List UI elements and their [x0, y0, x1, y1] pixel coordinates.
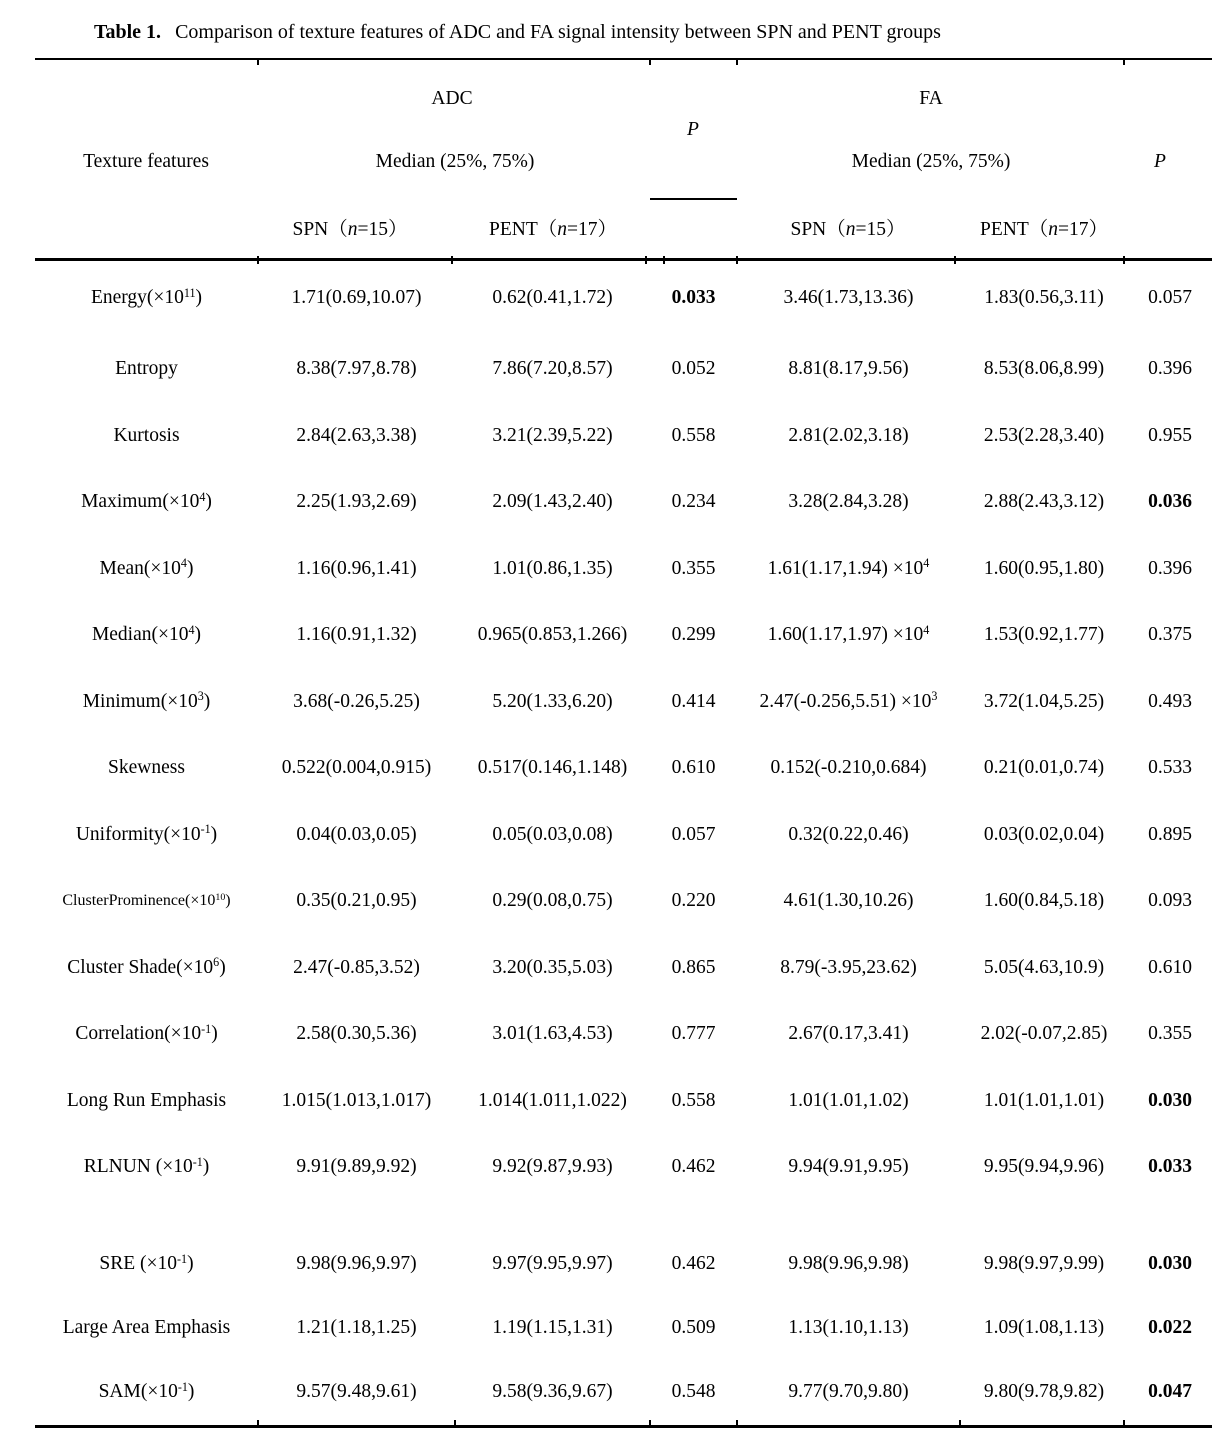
- fa-spn-value: 3.46(1.73,13.36): [783, 287, 914, 309]
- column-group-fa: FA: [919, 88, 943, 109]
- fa-p-value: 0.610: [1148, 956, 1192, 978]
- column-tick: [736, 1420, 738, 1428]
- adc-spn-value: 1.16(0.96,1.41): [296, 557, 417, 579]
- fa-p-value: 0.036: [1148, 491, 1192, 513]
- table-row: [35, 602, 1212, 669]
- adc-spn-value: 0.35(0.21,0.95): [296, 890, 417, 912]
- table-row: [35, 735, 1212, 802]
- table-row: [35, 261, 1212, 336]
- adc-p-value: 0.355: [671, 557, 716, 579]
- feature-label: Skewness: [108, 757, 185, 779]
- feature-label: Long Run Emphasis: [66, 1089, 227, 1111]
- fa-spn-value: $1.60(1.17,1.97) \times 10^4$: [767, 622, 930, 646]
- fa-spn-value: 2.81(2.02,3.18): [788, 424, 909, 446]
- adc-spn-value: 0.522(0.004,0.915): [281, 757, 432, 779]
- column-header-fa-spn: SPN（n=15）: [790, 219, 906, 240]
- adc-p-value: 0.777: [671, 1023, 716, 1045]
- table-row: [35, 1134, 1212, 1201]
- adc-spn-value: 1.21(1.18,1.25): [296, 1317, 417, 1339]
- fa-spn-value: 2.67(0.17,3.41): [788, 1023, 909, 1045]
- adc-pent-value: 0.62(0.41,1.72): [492, 287, 613, 309]
- adc-spn-value: 2.58(0.30,5.36): [296, 1023, 417, 1045]
- fa-pent-value: 1.60(0.84,5.18): [983, 890, 1105, 912]
- adc-pent-value: 0.517(0.146,1.148): [477, 757, 628, 779]
- feature-label: Large Area Emphasis: [62, 1317, 231, 1339]
- table-row: [35, 935, 1212, 1002]
- column-tick: [649, 1420, 651, 1428]
- column-header-adc-pent: PENT（n=17）: [488, 219, 618, 240]
- adc-pent-value: 5.20(1.33,6.20): [492, 690, 613, 712]
- adc-p-value: 0.414: [671, 690, 716, 712]
- table-caption-number: Table 1.: [94, 21, 162, 43]
- fa-spn-value: 8.81(8.17,9.56): [788, 358, 909, 380]
- adc-pent-value: 3.20(0.35,5.03): [492, 956, 613, 978]
- fa-spn-value: 9.77(9.70,9.80): [788, 1381, 909, 1403]
- adc-p-value: 0.220: [671, 890, 716, 912]
- fa-spn-value: 1.13(1.10,1.13): [788, 1317, 909, 1339]
- table-caption: [94, 21, 941, 44]
- fa-spn-value: 8.79(-3.95,23.62): [780, 956, 917, 978]
- column-tick: [454, 1420, 456, 1428]
- fa-spn-value: $1.61(1.17,1.94) \times 10^4$: [767, 556, 930, 579]
- column-header-p-adc: P: [687, 119, 699, 140]
- adc-spn-value: 1.71(0.69,10.07): [291, 287, 422, 309]
- feature-label: $Correlation(\times 10^{-1})$: [75, 1021, 218, 1045]
- adc-pent-value: 3.21(2.39,5.22): [492, 424, 613, 446]
- adc-spn-value: 9.57(9.48,9.61): [296, 1381, 417, 1403]
- adc-pent-value: 1.014(1.011,1.022): [478, 1089, 627, 1111]
- adc-p-value: 0.462: [671, 1156, 716, 1178]
- feature-label: $Median(\times 10^4)$: [91, 622, 202, 646]
- table-body: [35, 261, 1212, 1425]
- adc-p-value: 0.057: [671, 823, 716, 845]
- feature-label: $Minimum(\times 10^3)$: [82, 689, 211, 712]
- feature-label: Cluster $Shade(\times 10^6)$: [67, 955, 226, 978]
- table-header: [35, 60, 1212, 258]
- adc-p-value: 0.234: [671, 491, 716, 513]
- adc-p-value: 0.558: [671, 424, 716, 446]
- feature-label: $Energy(\times 10^{11})$: [90, 286, 203, 309]
- column-subheader-median-fa: Median (25%, 75%): [851, 151, 1011, 172]
- table-row: [35, 1233, 1212, 1297]
- adc-p-value: 0.509: [671, 1317, 716, 1339]
- table-bottom-rule: [35, 1425, 1212, 1428]
- fa-p-value: 0.022: [1148, 1317, 1192, 1339]
- column-group-adc: ADC: [431, 88, 473, 109]
- adc-pent-value: 0.965(0.853,1.266): [477, 624, 628, 646]
- column-header-fa-pent: PENT（n=17）: [979, 219, 1109, 240]
- fa-pent-value: 1.09(1.08,1.13): [983, 1317, 1105, 1339]
- fa-p-value: 0.047: [1148, 1381, 1192, 1403]
- fa-spn-value: 3.28(2.84,3.28): [788, 491, 909, 513]
- feature-label: $Uniformity(\times 10^{-1})$: [75, 822, 218, 845]
- fa-pent-value: 9.98(9.97,9.99): [983, 1253, 1105, 1275]
- fa-pent-value: 1.53(0.92,1.77): [983, 624, 1105, 646]
- fa-spn-value: 9.94(9.91,9.95): [788, 1156, 909, 1178]
- adc-spn-value: 0.04(0.03,0.05): [296, 823, 417, 845]
- fa-p-value: 0.093: [1148, 890, 1192, 912]
- feature-label: SRE $(\times 10^{-1})$: [99, 1252, 194, 1275]
- fa-p-value: 0.355: [1148, 1023, 1192, 1045]
- column-header-p-fa: P: [1154, 151, 1166, 172]
- fa-pent-value: 1.01(1.01,1.01): [983, 1089, 1105, 1111]
- data-table: [35, 58, 1212, 1428]
- fa-pent-value: 5.05(4.63,10.9): [983, 956, 1105, 978]
- adc-p-value: 0.865: [671, 956, 716, 978]
- fa-p-value: 0.030: [1148, 1253, 1192, 1275]
- adc-spn-value: 9.98(9.96,9.97): [296, 1253, 417, 1275]
- fa-p-value: 0.533: [1148, 757, 1192, 779]
- fa-pent-value: 9.80(9.78,9.82): [983, 1381, 1105, 1403]
- adc-p-value: 0.558: [671, 1089, 716, 1111]
- adc-pent-value: 0.05(0.03,0.08): [492, 823, 613, 845]
- table-row: [35, 1297, 1212, 1361]
- fa-p-value: 0.057: [1148, 287, 1192, 309]
- column-tick: [257, 1420, 259, 1428]
- table-row: [35, 1361, 1212, 1425]
- adc-pent-value: 9.58(9.36,9.67): [492, 1381, 613, 1403]
- adc-pent-value: 3.01(1.63,4.53): [492, 1023, 613, 1045]
- fa-spn-value: 0.152(-0.210,0.684): [770, 757, 927, 779]
- fa-pent-value: 0.03(0.02,0.04): [983, 823, 1105, 845]
- adc-spn-value: 1.16(0.91,1.32): [296, 624, 417, 646]
- fa-p-value: 0.375: [1148, 624, 1192, 646]
- adc-spn-value: 1.015(1.013,1.017): [281, 1089, 432, 1111]
- fa-spn-value: 4.61(1.30,10.26): [783, 890, 914, 912]
- fa-spn-value: $2.47(-0.256,5.51) \times 10^3$: [759, 689, 938, 712]
- adc-pent-value: 0.29(0.08,0.75): [492, 890, 613, 912]
- table-row: [35, 669, 1212, 736]
- column-tick: [1123, 1420, 1125, 1428]
- adc-spn-value: 3.68(-0.26,5.25): [293, 690, 420, 712]
- column-header-texture-features: Texture features: [83, 151, 209, 172]
- adc-pent-value: 2.09(1.43,2.40): [492, 491, 613, 513]
- fa-pent-value: 9.95(9.94,9.96): [983, 1156, 1105, 1178]
- adc-pent-value: 9.92(9.87,9.93): [492, 1156, 613, 1178]
- fa-p-value: 0.895: [1148, 823, 1192, 845]
- fa-spn-value: 9.98(9.96,9.98): [788, 1253, 909, 1275]
- column-header-adc-spn: SPN（n=15）: [292, 219, 408, 240]
- table-row: [35, 868, 1212, 935]
- adc-spn-value: 2.47(-0.85,3.52): [293, 956, 420, 978]
- feature-label: Kurtosis: [113, 424, 180, 446]
- table-row: [35, 1001, 1212, 1068]
- adc-p-value: 0.548: [671, 1381, 716, 1403]
- feature-label: $ClusterProminence(\times 10^{10})$: [62, 891, 231, 909]
- table-row: [35, 469, 1212, 536]
- fa-pent-value: 1.83(0.56,3.11): [984, 287, 1104, 309]
- column-subheader-median-adc: Median (25%, 75%): [375, 151, 535, 172]
- adc-p-value: 0.610: [671, 757, 716, 779]
- fa-p-value: 0.955: [1148, 424, 1192, 446]
- adc-pent-value: 1.19(1.15,1.31): [492, 1317, 613, 1339]
- adc-spn-value: 8.38(7.97,8.78): [296, 358, 417, 380]
- adc-p-value: 0.299: [671, 624, 716, 646]
- table-row: [35, 536, 1212, 603]
- table-row: [35, 802, 1212, 869]
- table-row: [35, 1068, 1212, 1135]
- adc-spn-value: 2.25(1.93,2.69): [296, 491, 417, 513]
- fa-spn-value: 1.01(1.01,1.02): [788, 1089, 909, 1111]
- fa-pent-value: 2.53(2.28,3.40): [983, 424, 1105, 446]
- table-row: [35, 336, 1212, 403]
- fa-pent-value: 3.72(1.04,5.25): [983, 690, 1105, 712]
- fa-p-value: 0.396: [1148, 557, 1192, 579]
- feature-label: $SAM(\times 10^{-1})$: [98, 1380, 195, 1403]
- adc-p-value: 0.052: [671, 358, 716, 380]
- fa-pent-value: 2.88(2.43,3.12): [983, 491, 1105, 513]
- table-row: [35, 403, 1212, 470]
- fa-p-value: 0.033: [1148, 1156, 1192, 1178]
- adc-pent-value: 7.86(7.20,8.57): [492, 358, 613, 380]
- feature-label: $Maximum(\times 10^4)$: [81, 489, 212, 513]
- fa-pent-value: 2.02(-0.07,2.85): [980, 1023, 1108, 1045]
- adc-spn-value: 2.84(2.63,3.38): [296, 424, 417, 446]
- feature-label: $Mean(\times 10^4)$: [99, 556, 194, 579]
- fa-p-value: 0.493: [1148, 690, 1192, 712]
- fa-p-value: 0.030: [1148, 1089, 1192, 1111]
- adc-spn-value: 9.91(9.89,9.92): [296, 1156, 417, 1178]
- fa-pent-value: 1.60(0.95,1.80): [983, 557, 1105, 579]
- feature-label: RLNUN $(\times 10^{-1})$: [83, 1154, 210, 1178]
- adc-p-value: 0.462: [671, 1253, 716, 1275]
- table-caption-text: Comparison of texture features of ADC and FA signal intensity between SPN and PENT groups: [175, 21, 941, 43]
- adc-p-value: 0.033: [671, 287, 716, 309]
- fa-p-value: 0.396: [1148, 358, 1192, 380]
- column-tick: [959, 1420, 961, 1428]
- fa-pent-value: 0.21(0.01,0.74): [983, 757, 1105, 779]
- p-column-underline: [650, 198, 737, 200]
- fa-pent-value: 8.53(8.06,8.99): [983, 358, 1105, 380]
- feature-label: Entropy: [115, 358, 178, 380]
- adc-pent-value: 9.97(9.95,9.97): [492, 1253, 613, 1275]
- fa-spn-value: 0.32(0.22,0.46): [788, 823, 909, 845]
- adc-pent-value: 1.01(0.86,1.35): [492, 557, 613, 579]
